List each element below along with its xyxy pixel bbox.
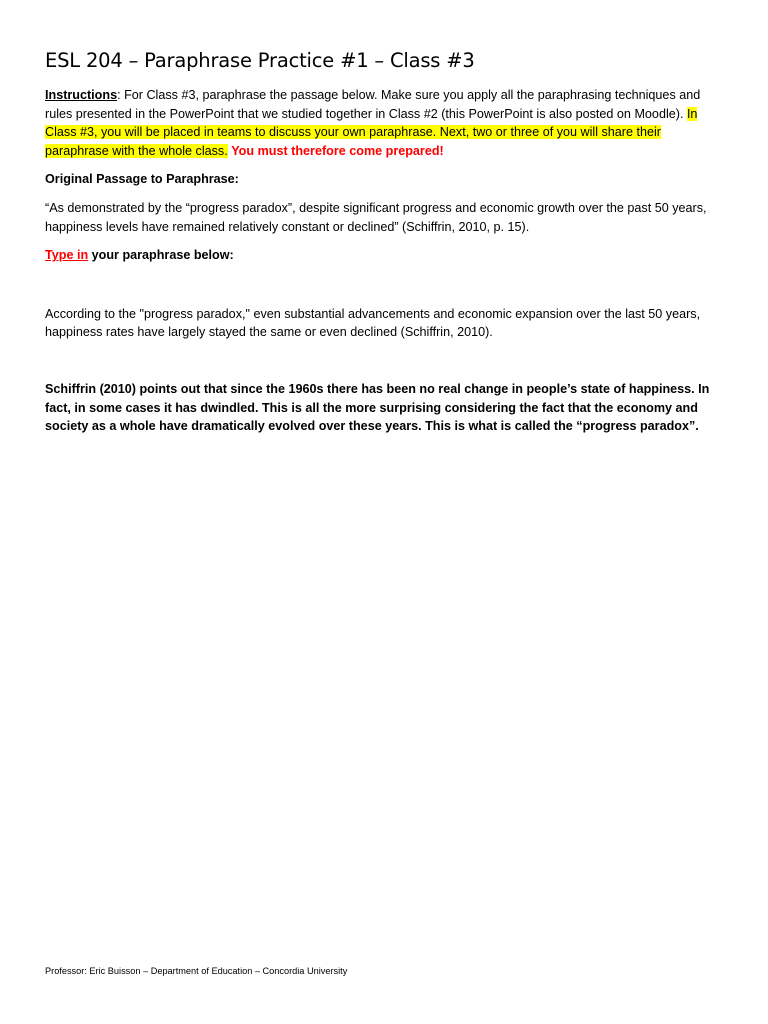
- type-in-rest: your paraphrase below:: [88, 248, 234, 263]
- instructions-label: Instructions: [45, 88, 118, 102]
- original-passage: “As demonstrated by the “progress paradox”, despite significant progress and economic growth over the past 50 years, happiness levels have remained relatively constant or declined” (Schiffrin, 2010, p. 15).: [45, 200, 707, 234]
- document-page: [45, 48, 725, 436]
- original-passage-heading: Original Passage to Paraphrase:: [45, 172, 239, 187]
- paraphrase-answer-1[interactable]: According to the "progress paradox," even substantial advancements and economic expansion over the last 50 years, happiness rates have largely stayed the same or even declined (Schiffrin, 2010).: [45, 306, 701, 340]
- instructions-paragraph: [45, 86, 725, 160]
- instructions-colon: :: [117, 88, 121, 102]
- type-in-heading: [45, 246, 725, 265]
- page-footer: Professor: Eric Buisson – Department of Education – Concordia University: [45, 966, 348, 976]
- page-title: ESL 204 – Paraphrase Practice #1 – Class #3: [45, 49, 475, 72]
- type-in-link[interactable]: Type in: [45, 248, 89, 263]
- instructions-warning: You must therefore come prepared!: [231, 143, 444, 158]
- instructions-text: For Class #3, paraphrase the passage below. Make sure you apply all the paraphrasing techniques and rules presented in the PowerPoint that we studied together in Class #2 (this PowerPoint is also posted on Moodle).: [45, 88, 701, 121]
- paraphrase-answer-2[interactable]: Schiffrin (2010) points out that since the 1960s there has been no real change in people’s state of happiness. In fact, in some cases it has dwindled. This is all the more surprising considering the fact that the economy and society as a whole have dramatically evolved over these years. This is what is called the “progress paradox”.: [45, 381, 710, 434]
- instructions-highlighted-text: In Class #3, you will be placed in teams to discuss your own paraphrase. Next, two or three of you will share their paraphrase with the whole class.: [45, 106, 698, 158]
